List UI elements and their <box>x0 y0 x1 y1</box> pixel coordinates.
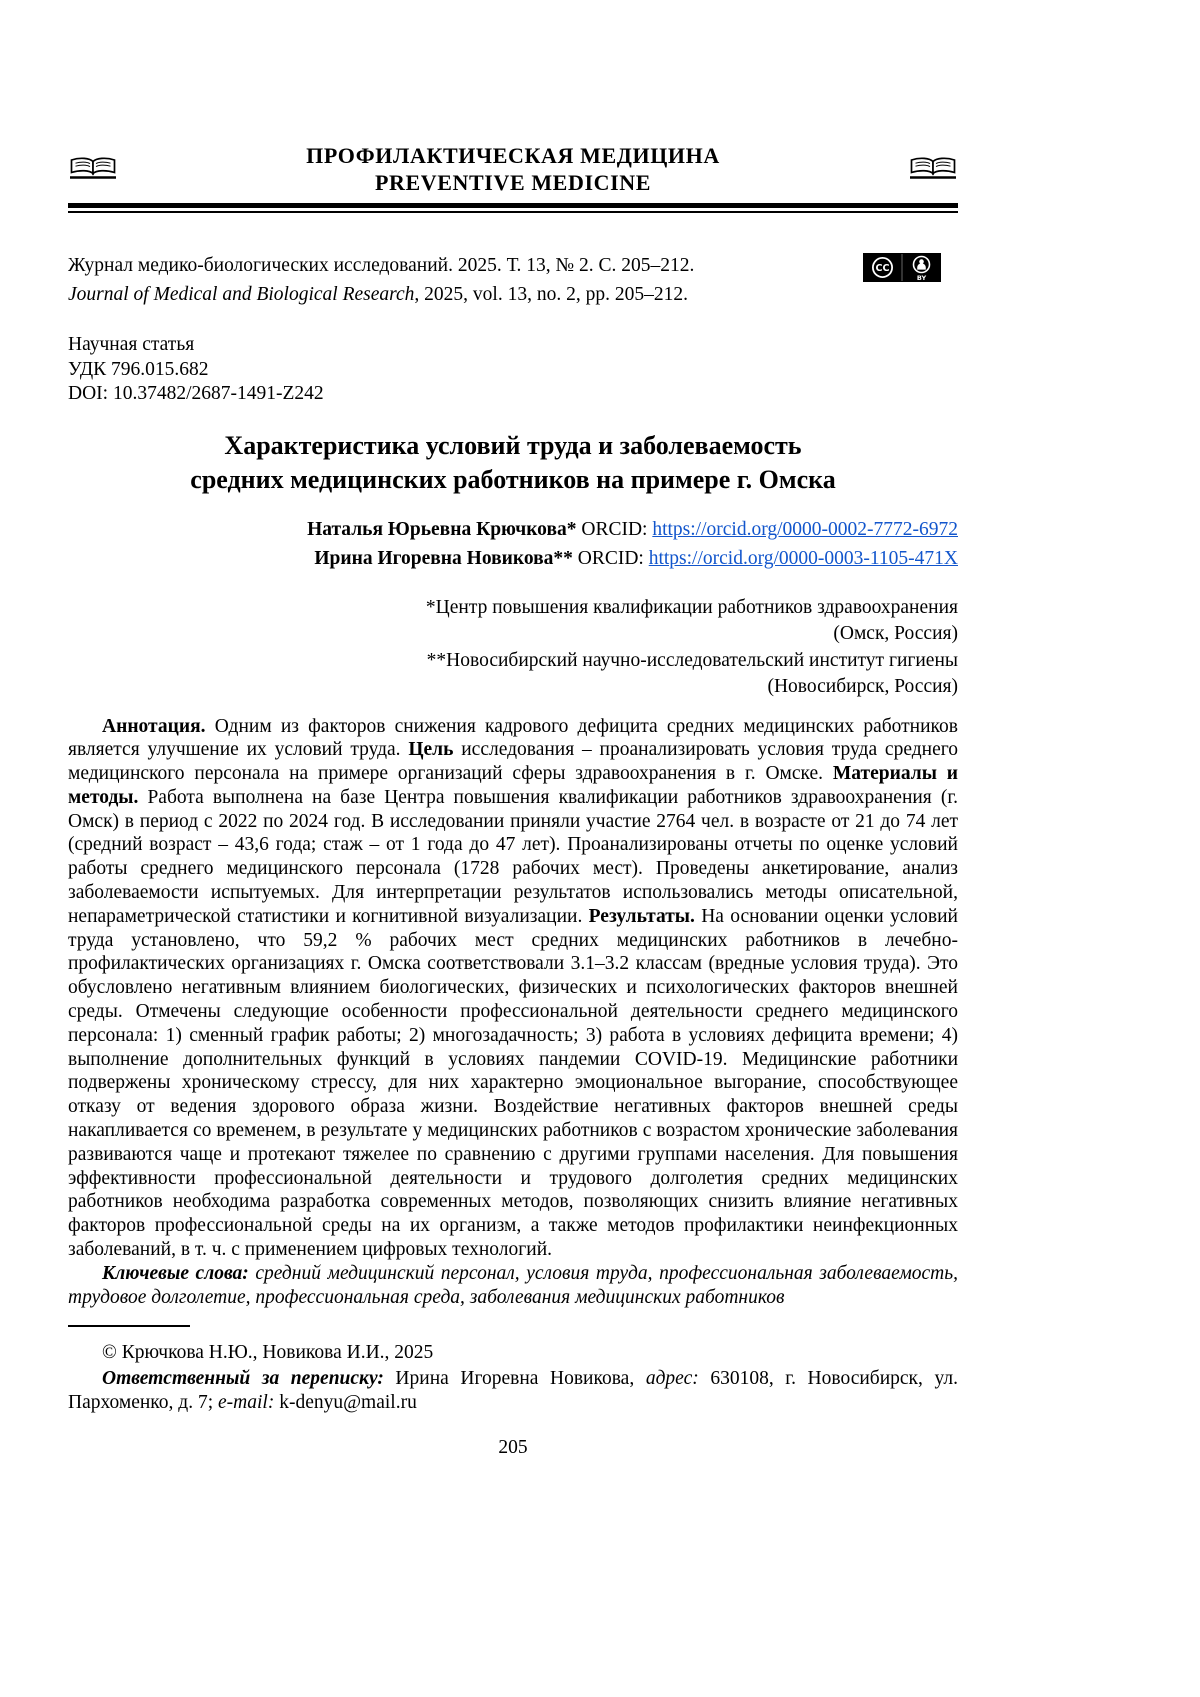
orcid-link[interactable]: https://orcid.org/0000-0003-1105-471X <box>648 547 958 569</box>
person-icon <box>919 259 924 264</box>
article-type: Научная статья <box>68 334 195 355</box>
by-glyph: BY <box>916 274 927 282</box>
abstract-text: Работа выполнена на базе Центра повышения квалификации работников здравоохранения (г. Омск) в период с 2022 по 2024 год. В исследовании приняли участие 2764 чел. в возрасте от 21 до 74 лет (средний возраст – 43,6 года; стаж – от 1 года до 47 лет). Проанализированы отчеты по оценке условий работы среднего медицинского персонала (1728 рабочих мест). Проведены анкетирование, анализ заболеваемости испытуемых. Для интерпретации результатов использовались методы описательной, непараметрической статистики и когнитивной визуализации. <box>68 786 958 927</box>
abstract-paragraph <box>68 715 958 1262</box>
article-title-line1: Характеристика условий труда и заболеваемость <box>224 430 802 460</box>
page-number: 205 <box>498 1437 528 1459</box>
abstract-goal-label: Цель <box>408 739 454 761</box>
correspondence-email: k-denyu@mail.ru <box>274 1392 417 1414</box>
author-line <box>68 515 958 544</box>
article-meta <box>68 333 958 407</box>
cc-glyph: CC <box>875 263 890 274</box>
keywords-paragraph <box>68 1262 958 1310</box>
correspondence-label: Ответственный за переписку: <box>102 1368 384 1390</box>
abstract-text: Одним из факторов снижения кадрового дефицита средних медицинских работников является улучшение их условий труда. <box>68 715 958 761</box>
address-label: адрес: <box>645 1368 699 1390</box>
header-rule-thin <box>68 211 958 213</box>
article-title-line2: средних медицинских работников на примере г. Омска <box>190 464 836 494</box>
journal-section-title-en: PREVENTIVE MEDICINE <box>374 170 652 195</box>
authors-block <box>68 515 958 573</box>
author-name: Наталья Юрьевна Крючкова* <box>307 518 577 540</box>
correspondence-paragraph <box>68 1367 958 1415</box>
footnote-separator <box>68 1325 190 1327</box>
citation-en <box>68 280 958 309</box>
abstract-text: исследования – проанализировать условия труда среднего медицинского персонала на примере организаций сферы здравоохранения в г. Омске. <box>68 739 958 785</box>
open-book-icon <box>68 156 118 183</box>
header-rule-thick <box>68 203 958 208</box>
journal-page <box>68 0 958 1459</box>
abstract-label: Аннотация. <box>102 715 206 737</box>
correspondence-text: Ирина Игоревна Новикова, <box>383 1368 646 1390</box>
abstract-methods-label: Материалы и методы. <box>68 763 959 808</box>
email-label: e-mail: <box>218 1392 275 1414</box>
open-book-icon <box>908 156 958 183</box>
journal-section-titles <box>118 142 908 196</box>
journal-section-title-ru: ПРОФИЛАКТИЧЕСКАЯ МЕДИЦИНА <box>306 143 720 168</box>
cc-by-license-badge <box>863 253 941 291</box>
author-name: Ирина Игоревна Новикова** <box>314 547 573 569</box>
affiliation-line: *Центр повышения квалификации работников здравоохранения <box>425 596 958 618</box>
citation-ru: Журнал медико-биологических исследований. 2025. Т. 13, № 2. С. 205–212. <box>68 255 695 276</box>
affiliation-line: (Новосибирск, Россия) <box>767 676 958 697</box>
citation-en-journal-name: Journal of Medical and Biological Research <box>68 284 415 305</box>
citation-block <box>68 251 958 309</box>
copyright-line: © Крючкова Н.Ю., Новикова И.И., 2025 <box>102 1342 434 1364</box>
abstract-text: На основании оценки условий труда установлено, что 59,2 % рабочих мест средних медицинских работников в лечебно-профилактических организациях г. Омска соответствовали 3.1–3.2 классам (вредные условия труда). Это обусловлено негативным влиянием биологических, физических и психологических факторов внешней среды. Отмечены следующие особенности профессиональной деятельности среднего медицинского персонала: 1) сменный график работы; 2) многозадачность; 3) работа в условиях дефицита времени; 4) выполнение дополнительных функций в условиях пандемии COVID-19. Медицинские работники подвержены хроническому стрессу, для них характерно эмоциональное выгорание, способствующее отказу от ведения здорового образа жизни. Воздействие негативных факторов внешней среды накапливается со временем, в результате у медицинских работников с возрастом хронические заболевания развиваются чаще и протекают тяжелее по сравнению с другими группами населения. Для повышения эффективности профессиональной деятельности и трудового долголетия средних медицинских работников необходима разработка современных методов, позволяющих снизить влияние негативных факторов профессиональной среды на их организм, а также методов профилактики неинфекционных заболеваний, в т. ч. с применением цифровых технологий. <box>68 905 958 1261</box>
affiliation-line: (Омск, Россия) <box>833 623 958 644</box>
affiliation-line: **Новосибирский научно-исследовательский институт гигиены <box>426 649 958 671</box>
doi-code: DOI: 10.37482/2687-1491-Z242 <box>68 383 324 404</box>
keywords-label: Ключевые слова: <box>102 1262 249 1284</box>
citation-en-rest: , 2025, vol. 13, no. 2, pp. 205–212. <box>414 284 688 305</box>
abstract-results-label: Результаты. <box>588 905 695 927</box>
keywords-text: средний медицинский персонал, условия труда, профессиональная заболеваемость, трудовое долголетие, профессиональная среда, заболевания медицинских работников <box>68 1262 958 1308</box>
udc-code: УДК 796.015.682 <box>68 358 209 380</box>
orcid-link[interactable]: https://orcid.org/0000-0002-7772-6972 <box>652 518 958 540</box>
orcid-label: ORCID: <box>577 547 644 569</box>
orcid-label: ORCID: <box>581 518 648 540</box>
author-line <box>68 544 958 573</box>
article-title <box>68 429 958 497</box>
journal-header <box>68 142 958 196</box>
affiliations-block <box>68 595 958 701</box>
correspondence-text: 630108, г. Новосибирск, ул. Пархоменко, д. 7; <box>68 1368 958 1414</box>
